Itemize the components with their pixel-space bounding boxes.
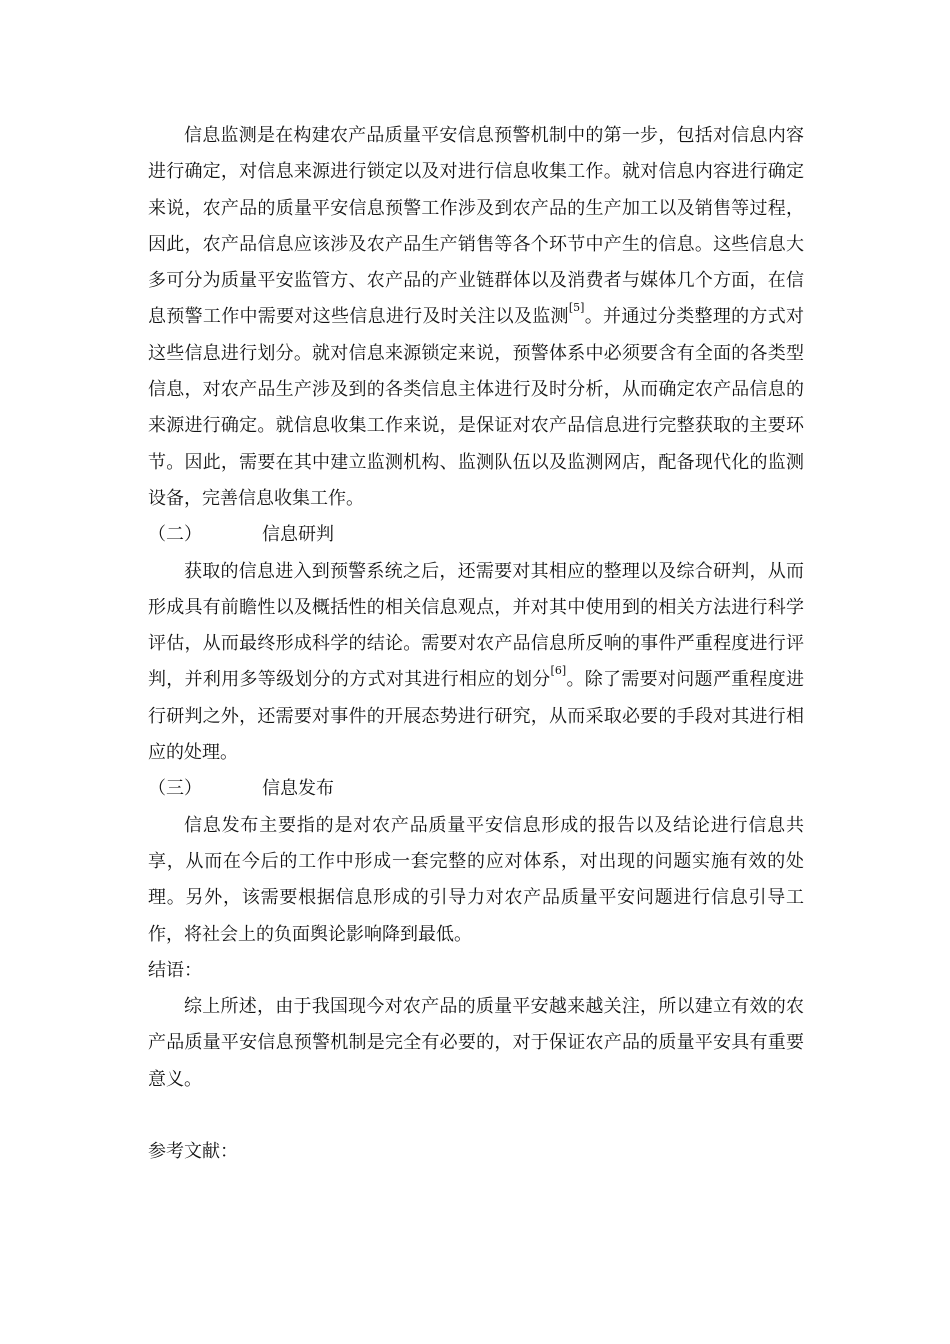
paragraph-conclusion: 综上所述，由于我国现今对农产品的质量平安越来越关注，所以建立有效的农产品质量平安信息预警机制是完全有必要的，对于保证农产品的质量平安具有重要意义。 [148,996,804,1090]
section-heading-info-analysis [148,517,804,553]
paragraph-text: 。除了需要对问题严重程度进行研判之外，还需要对事件的开展态势进行研究，从而采取必要的手段对其进行相应的处理。 [148,669,805,764]
paragraph-text: 。并通过分类整理的方式对这些信息进行划分。就对信息来源锁定来说，预警体系中必须要含有全面的各类型信息，对农产品生产涉及到的各类信息主体进行及时分析，从而确定农产品信息的来源进行确定。就信息收集工作来说，是保证对农产品信息进行完整获取的主要环节。因此，需要在其中建立监测机构、监测队伍以及监测网店，配备现代化的监测设备，完善信息收集工作。 [148,306,805,509]
section-number: （二） [148,524,202,546]
document-page [148,118,804,1171]
section-title: 信息研判 [262,524,334,546]
paragraph-text: 获取的信息进入到预警系统之后，还需要对其相应的整理以及综合研判，从而形成具有前瞻性以及概括性的相关信息观点，并对其中使用到的相关方法进行科学评估，从而最终形成科学的结论。需要对农产品信息所反响的事件严重程度进行评判，并利用多等级划分的方式对其进行相应的划分 [148,560,804,691]
section-heading-info-release [148,771,804,807]
citation-5: [5] [568,301,585,315]
section-title: 信息发布 [262,778,334,800]
paragraph-info-release: 信息发布主要指的是对农产品质量平安信息形成的报告以及结论进行信息共享，从而在今后的工作中形成一套完整的应对体系，对出现的问题实施有效的处理。另外，该需要根据信息形成的引导力对农产品质量平安问题进行信息引导工作，将社会上的负面舆论影响降到最低。 [148,814,804,945]
blank-line [148,1098,804,1134]
paragraph-text: 信息监测是在构建农产品质量平安信息预警机制中的第一步，包括对信息内容进行确定，对信息来源进行锁定以及对进行信息收集工作。就对信息内容进行确定来说，农产品的质量平安信息预警工作涉及到农产品的生产加工以及销售等过程，因此，农产品信息应该涉及农产品生产销售等各个环节中产生的信息。这些信息大多可分为质量平安监管方、农产品的产业链群体以及消费者与媒体几个方面，在信息预警工作中需要对这些信息进行及时关注以及监测 [148,125,804,328]
citation-6: [6] [550,664,567,678]
paragraph-info-analysis [148,554,804,772]
references-heading: 参考文献： [148,1141,238,1163]
paragraph-info-monitoring [148,118,804,517]
conclusion-heading: 结语： [148,959,202,981]
section-number: （三） [148,778,202,800]
